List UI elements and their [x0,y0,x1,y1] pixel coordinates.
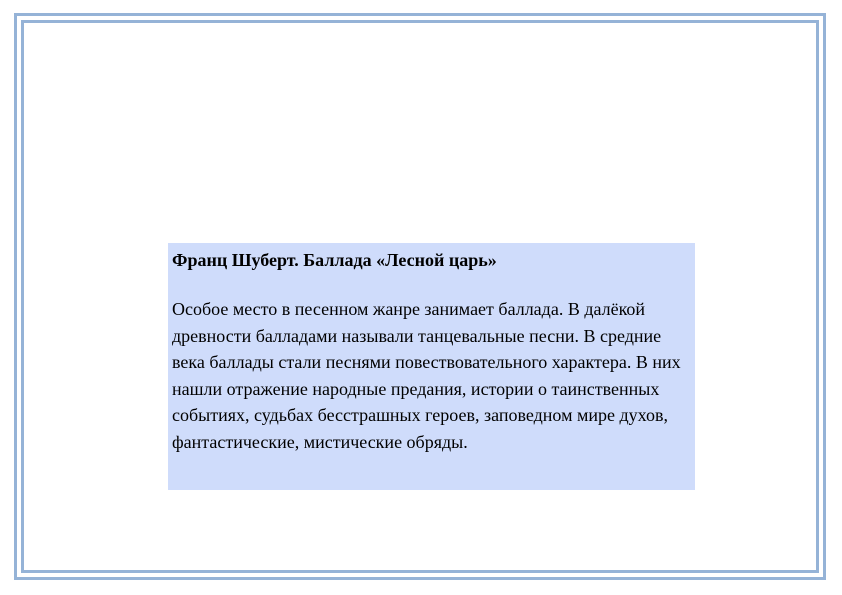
slide-body-text: Особое место в песенном жанре занимает баллада. В далёкой древности балладами называли танцевальные песни. В средние века баллады стали песнями повествовательного характера. В них нашли отражение народные предания, истории о таинственных событиях, судьбах бесстрашных героев, заповедном мире духов, фантастические, мистические обряды. [172,299,681,452]
slide-title: Франц Шуберт. Баллада «Лесной царь» [172,250,497,270]
text-box [168,243,695,490]
